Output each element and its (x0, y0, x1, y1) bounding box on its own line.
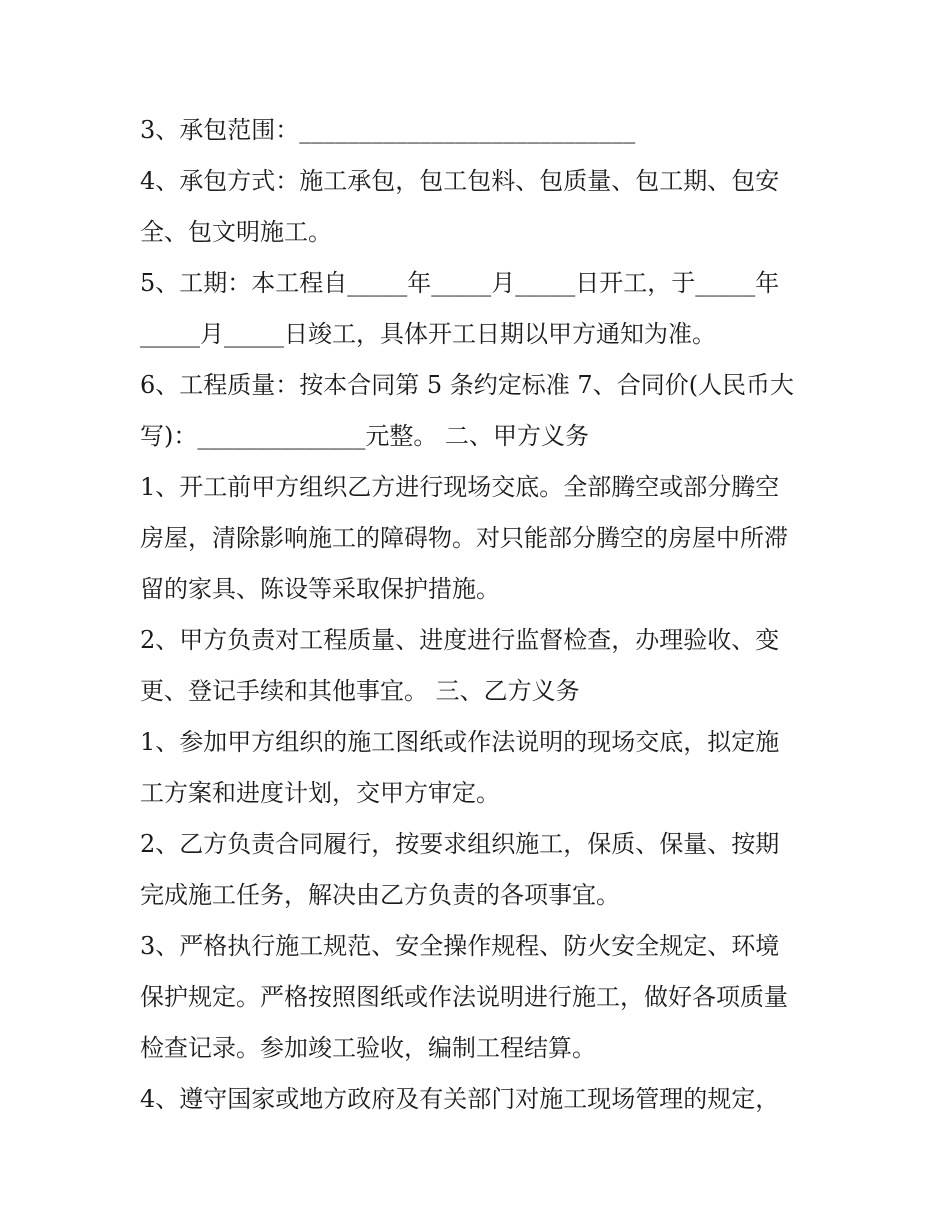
text-line: 留的家具、陈设等采取保护措施。 (140, 575, 500, 603)
text-line: 4、承包方式：施工承包，包工包料、包质量、包工期、包安 (140, 167, 780, 195)
text-line: 保护规定。严格按照图纸或作法说明进行施工，做好各项质量 (140, 983, 788, 1011)
text-line: 全、包文明施工。 (140, 218, 332, 246)
text-line: 更、登记手续和其他事宜。 三、乙方义务 (140, 677, 580, 705)
text-line: _____月_____日竣工，具体开工日期以甲方通知为准。 (140, 320, 716, 348)
text-line: 3、承包范围：____________________________ (140, 116, 636, 144)
text-line: 3、严格执行施工规范、安全操作规程、防火安全规定、环境 (140, 932, 780, 960)
text-line: 完成施工任务，解决由乙方负责的各项事宜。 (140, 881, 620, 909)
text-line: 2、乙方负责合同履行，按要求组织施工，保质、保量、按期 (140, 830, 780, 858)
text-line: 2、甲方负责对工程质量、进度进行监督检查，办理验收、变 (140, 626, 780, 654)
text-line: 写)：______________元整。 二、甲方义务 (140, 422, 589, 450)
contract-text (140, 105, 830, 1125)
text-line: 1、参加甲方组织的施工图纸或作法说明的现场交底，拟定施 (140, 728, 780, 756)
text-line: 6、工程质量：按本合同第 5 条约定标准 7、合同价(人民币大 (140, 371, 795, 399)
text-line: 4、遵守国家或地方政府及有关部门对施工现场管理的规定， (140, 1085, 780, 1113)
text-line: 5、工期：本工程自_____年_____月_____日开工，于_____年 (140, 269, 780, 297)
text-line: 工方案和进度计划，交甲方审定。 (140, 779, 500, 807)
text-line: 检查记录。参加竣工验收，编制工程结算。 (140, 1034, 596, 1062)
text-line: 1、开工前甲方组织乙方进行现场交底。全部腾空或部分腾空 (140, 473, 780, 501)
text-line: 房屋，清除影响施工的障碍物。对只能部分腾空的房屋中所滞 (140, 524, 788, 552)
